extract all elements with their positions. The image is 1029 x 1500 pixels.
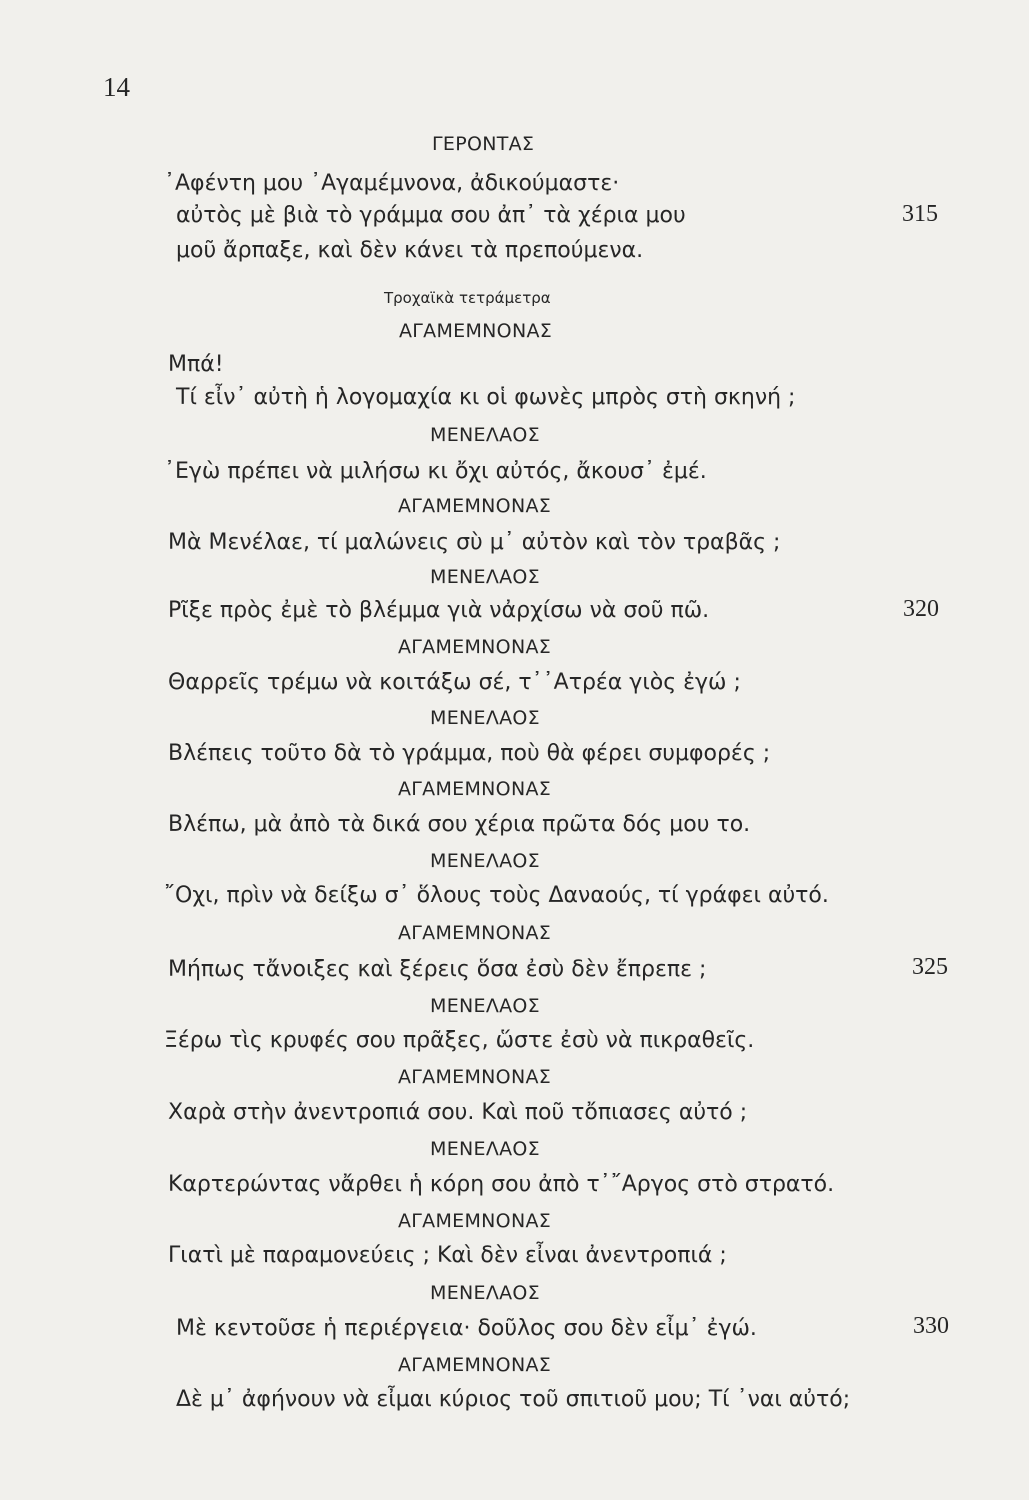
speaker-label: ΑΓΑΜΕΜΝΟΝΑΣ (398, 1354, 552, 1376)
speaker-label: ΜΕΝΕΛΑΟΣ (430, 1282, 540, 1304)
speaker-label: ΜΕΝΕΛΑΟΣ (430, 707, 540, 729)
verse-line: ᾿Αφέντη μου ᾿Αγαμέμνονα, ἀδικούμαστε· (164, 171, 620, 196)
verse-line: Τί εἶν᾿ αὐτὴ ἡ λογομαχία κι οἱ φωνὲς μπρὸς στὴ σκηνή ; (176, 385, 796, 410)
verse-line: μοῦ ἄρπαξε, καὶ δὲν κάνει τὰ πρεπούμενα. (176, 238, 644, 263)
verse-line: ᾿Εγὼ πρέπει νὰ μιλήσω κι ὄχι αὐτός, ἄκουσ᾿ ἐμέ. (164, 459, 707, 484)
speaker-label: ΑΓΑΜΕΜΝΟΝΑΣ (398, 636, 552, 658)
speaker-label: ΑΓΑΜΕΜΝΟΝΑΣ (398, 922, 552, 944)
verse-line: Χαρὰ στὴν ἀνεντροπιά σου. Καὶ ποῦ τὄπιασες αὐτό ; (168, 1100, 748, 1125)
line-number: 320 (903, 596, 939, 622)
verse-line: αὐτὸς μὲ βιὰ τὸ γράμμα σου ἀπ᾿ τὰ χέρια μου (176, 203, 686, 228)
verse-line: Γιατὶ μὲ παραμονεύεις ; Καὶ δὲν εἶναι ἀνεντροπιά ; (168, 1243, 727, 1268)
verse-line: Μὲ κεντοῦσε ἡ περιέργεια· δοῦλος σου δὲν εἶμ᾿ ἐγώ. (176, 1316, 757, 1341)
verse-line: Μπά! (168, 352, 224, 377)
line-number: 325 (912, 954, 948, 980)
page-number: 14 (103, 72, 130, 102)
speaker-label: ΑΓΑΜΕΜΝΟΝΑΣ (398, 778, 552, 800)
line-number: 315 (902, 201, 938, 227)
speaker-label: ΑΓΑΜΕΜΝΟΝΑΣ (399, 320, 553, 342)
speaker-label: ΜΕΝΕΛΑΟΣ (430, 850, 540, 872)
verse-line: Θαρρεῖς τρέμω νὰ κοιτάξω σέ, τ᾿᾿Ατρέα γιὸς ἐγώ ; (168, 670, 741, 695)
speaker-label: ΜΕΝΕΛΑΟΣ (430, 424, 540, 446)
speaker-label: ΜΕΝΕΛΑΟΣ (430, 566, 540, 588)
verse-line: Καρτερώντας νἄρθει ἡ κόρη σου ἀπὸ τ᾿῎Αργος στὸ στρατό. (168, 1172, 835, 1197)
stage-direction: Τροχαϊκὰ τετράμετρα (384, 289, 551, 307)
speaker-label: ΑΓΑΜΕΜΝΟΝΑΣ (398, 495, 552, 517)
verse-line: Μήπως τἄνοιξες καὶ ξέρεις ὅσα ἐσὺ δὲν ἔπρεπε ; (168, 957, 707, 982)
verse-line: ῎Οχι, πρὶν νὰ δείξω σ᾿ ὅλους τοὺς Δαναούς, τί γράφει αὐτό. (164, 883, 829, 908)
verse-line: Δὲ μ᾿ ἀφήνουν νὰ εἶμαι κύριος τοῦ σπιτιοῦ μου; Τί ᾿ναι αὐτό; (176, 1387, 851, 1412)
verse-line: Βλέπω, μὰ ἀπὸ τὰ δικά σου χέρια πρῶτα δός μου το. (168, 812, 751, 837)
verse-line: Ξέρω τὶς κρυφές σου πρᾶξες, ὥστε ἐσὺ νὰ πικραθεῖς. (164, 1028, 755, 1053)
speaker-label: ΑΓΑΜΕΜΝΟΝΑΣ (398, 1066, 552, 1088)
speaker-label: ΜΕΝΕΛΑΟΣ (430, 995, 540, 1017)
line-number: 330 (913, 1313, 949, 1339)
speaker-label: ΓΕΡΟΝΤΑΣ (432, 133, 535, 155)
speaker-label: ΜΕΝΕΛΑΟΣ (430, 1138, 540, 1160)
verse-line: Μὰ Μενέλαε, τί μαλώνεις σὺ μ᾿ αὐτὸν καὶ τὸν τραβᾶς ; (168, 530, 781, 555)
speaker-label: ΑΓΑΜΕΜΝΟΝΑΣ (398, 1210, 552, 1232)
verse-line: Ρῖξε πρὸς ἐμὲ τὸ βλέμμα γιὰ νἀρχίσω νὰ σοῦ πῶ. (168, 598, 710, 623)
verse-line: Βλέπεις τοῦτο δὰ τὸ γράμμα, ποὺ θὰ φέρει συμφορές ; (168, 741, 771, 766)
